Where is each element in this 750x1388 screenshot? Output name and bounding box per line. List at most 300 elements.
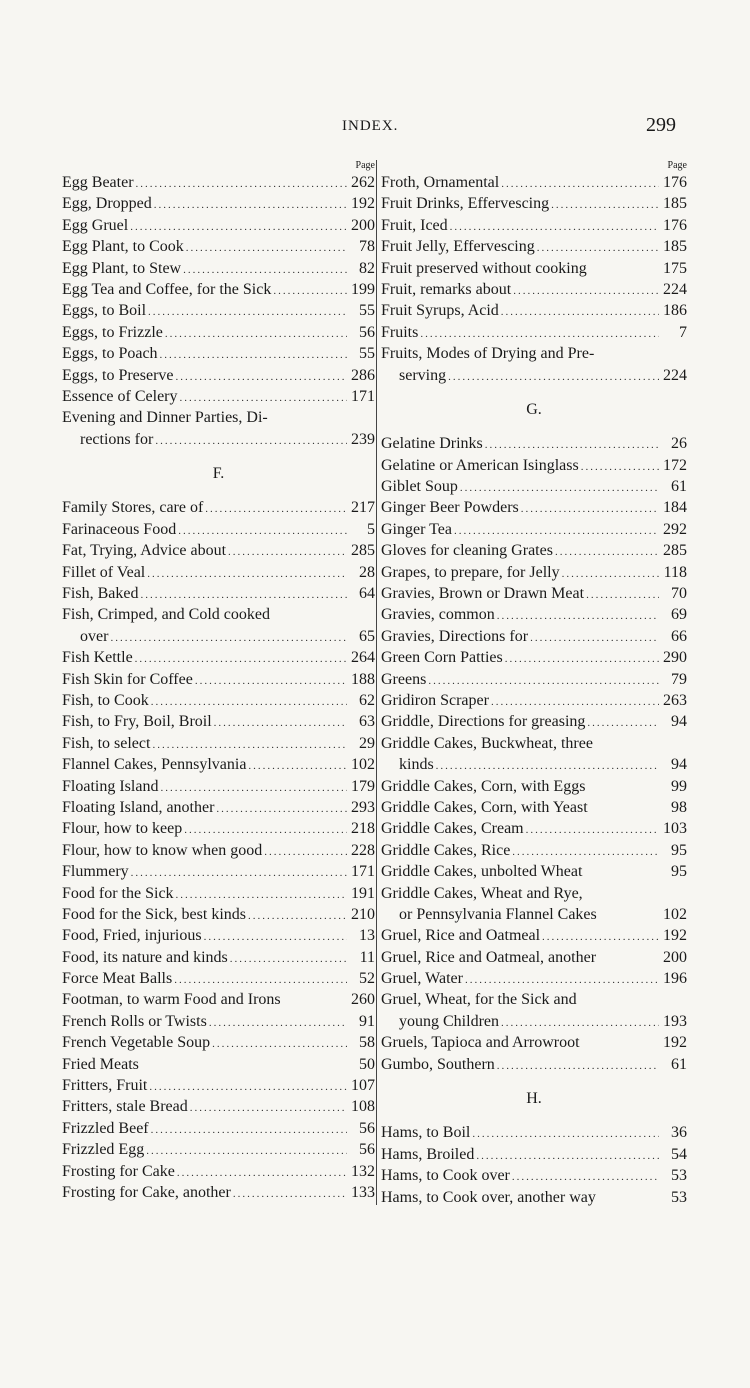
entry-page-number: 64 [359, 585, 375, 603]
entry-page-number: 188 [351, 670, 375, 688]
index-entry [62, 1011, 375, 1032]
index-entry [62, 647, 375, 668]
dot-leader [264, 842, 347, 863]
index-entry [62, 279, 375, 300]
index-entry [381, 476, 687, 497]
left-index-column [62, 160, 375, 1203]
entry-page-number: 171 [351, 387, 375, 405]
entry-text: Fruit Syrups, Acid [381, 302, 499, 320]
entry-page-number: 263 [663, 691, 687, 709]
entry-text: French Vegetable Soup [62, 1034, 211, 1052]
index-entry [62, 1182, 375, 1203]
index-entry [381, 861, 687, 882]
entry-text: Fruit, Iced [381, 216, 448, 234]
index-entry [381, 947, 687, 968]
entry-text: Food, Fried, injurious [62, 927, 202, 945]
dot-leader [513, 281, 659, 302]
entry-text: Hams, to Cook over [381, 1167, 510, 1185]
dot-leader [140, 585, 347, 606]
entry-text: rections for [80, 430, 154, 448]
index-entry [62, 883, 375, 904]
index-entry [62, 365, 375, 386]
entry-text: Fruit preserved without cooking [381, 259, 587, 277]
entry-text: Essence of Celery [62, 387, 178, 405]
entry-page-number: 217 [351, 499, 375, 517]
index-entry [62, 861, 375, 882]
index-entry [381, 647, 687, 668]
page-column-label: Page [667, 160, 687, 171]
entry-text: Food, its nature and kinds [62, 948, 228, 966]
dot-leader [149, 1077, 347, 1098]
index-entry [62, 1118, 375, 1139]
dot-leader [151, 1120, 347, 1141]
index-entry [62, 193, 375, 214]
entry-page-number: 29 [359, 734, 375, 752]
dot-leader [448, 367, 659, 388]
section-heading-g: G. [526, 400, 542, 418]
dot-leader [460, 478, 659, 499]
dot-leader [184, 820, 347, 841]
entry-page-number: 91 [359, 1012, 375, 1030]
entry-text: Fruits [381, 323, 419, 341]
entry-text: Grapes, to prepare, for Jelly [381, 563, 560, 581]
entry-page-number: 63 [359, 713, 375, 731]
entry-text: Fat, Trying, Advice about [62, 542, 227, 560]
index-entry [62, 733, 375, 754]
entry-page-number: 200 [663, 948, 687, 966]
index-entry [381, 562, 687, 583]
index-entry [381, 925, 687, 946]
index-entry [62, 711, 375, 732]
entry-text: Eggs, to Boil [62, 302, 147, 320]
entry-page-number: 26 [671, 435, 687, 453]
index-entry-continuation [62, 626, 375, 647]
index-entry [62, 754, 375, 775]
entry-page-number: 5 [367, 520, 375, 538]
index-entry [381, 540, 687, 561]
entry-page-number: 58 [359, 1034, 375, 1052]
entry-text: Gruel, Rice and Oatmeal, another [381, 948, 597, 966]
entry-text: Eggs, to Preserve [62, 366, 174, 384]
index-entry [62, 215, 375, 236]
entry-text: Gridiron Scraper [381, 691, 489, 709]
index-entry [62, 947, 375, 968]
entry-text: Fruit, remarks about [381, 280, 512, 298]
dot-leader [273, 281, 347, 302]
entry-text: Greens [381, 670, 427, 688]
dot-leader [180, 388, 347, 409]
entry-page-number: 172 [663, 456, 687, 474]
index-entry [62, 669, 375, 690]
entry-text: Eggs, to Poach [62, 345, 158, 363]
entry-page-number: 108 [351, 1098, 375, 1116]
entry-page-number: 200 [351, 216, 375, 234]
dot-leader [151, 692, 347, 713]
entry-text: Egg, Dropped [62, 195, 152, 213]
entry-text: Flour, how to keep [62, 820, 183, 838]
entry-page-number: 54 [671, 1145, 687, 1163]
entry-text: Griddle, Directions for greasing [381, 713, 586, 731]
entry-page-number: 133 [351, 1183, 375, 1201]
dot-leader [152, 735, 347, 756]
dot-leader [148, 302, 347, 323]
dot-leader [146, 1141, 347, 1162]
entry-page-number: 36 [671, 1124, 687, 1142]
entry-page-number: 99 [671, 777, 687, 795]
entry-page-number: 56 [359, 323, 375, 341]
entry-page-number: 95 [671, 841, 687, 859]
entry-text: Gruel, Water [381, 970, 463, 988]
dot-leader [136, 174, 347, 195]
entry-page-number: 171 [351, 863, 375, 881]
entry-page-number: 98 [671, 798, 687, 816]
entry-page-number: 28 [359, 563, 375, 581]
entry-page-number: 264 [351, 649, 375, 667]
entry-text: Frosting for Cake [62, 1162, 175, 1180]
entry-text: Frizzled Egg [62, 1141, 145, 1159]
entry-text: Fish, to select [62, 734, 151, 752]
dot-leader [491, 692, 659, 713]
entry-page-number: 262 [351, 174, 375, 191]
dot-leader [450, 217, 659, 238]
index-entry [62, 583, 375, 604]
index-entry [381, 583, 687, 604]
index-entry [62, 343, 375, 364]
dot-leader [497, 606, 659, 627]
index-entry [381, 193, 687, 214]
entry-text: Egg Plant, to Stew [62, 259, 182, 277]
entry-text: Ginger Beer Powders [381, 499, 519, 517]
entry-page-number: 62 [359, 691, 375, 709]
index-entry [381, 1122, 687, 1143]
dot-leader [248, 756, 347, 777]
index-entry-continuation [62, 429, 375, 450]
dot-leader [555, 542, 659, 563]
entry-text: Egg Tea and Coffee, for the Sick [62, 280, 272, 298]
dot-leader [472, 1124, 659, 1145]
index-entry-continuation [381, 365, 687, 386]
entry-text: Fruits, Modes of Drying and Pre- [381, 345, 595, 363]
index-entry [381, 626, 687, 647]
entry-text: Flour, how to know when good [62, 841, 263, 859]
index-entry [381, 669, 687, 690]
entry-page-number: 7 [679, 323, 687, 341]
dot-leader [530, 628, 659, 649]
index-entry [62, 386, 375, 407]
entry-text: Floating Island [62, 777, 159, 795]
index-entry-continuation [381, 754, 687, 775]
entry-page-number: 82 [359, 259, 375, 277]
entry-text: Fried Meats [62, 1055, 139, 1073]
entry-page-number: 285 [663, 542, 687, 560]
entry-text: Fish, Baked [62, 585, 139, 603]
dot-leader [428, 671, 659, 692]
index-entry [381, 968, 687, 989]
entry-text: Gumbo, Southern [381, 1055, 495, 1073]
entry-page-number: 107 [351, 1077, 375, 1095]
entry-page-number: 176 [663, 216, 687, 234]
entry-page-number: 61 [671, 478, 687, 496]
entry-text: Giblet Soup [381, 478, 458, 496]
entry-text: Flummery [62, 863, 129, 881]
dot-leader [465, 970, 659, 991]
entry-page-number: 11 [359, 948, 375, 966]
entry-text: Farinaceous Food [62, 520, 177, 538]
entry-text: Fish Kettle [62, 649, 133, 667]
entry-page-number: 132 [351, 1162, 375, 1180]
entry-page-number: 55 [359, 345, 375, 363]
index-entry [62, 562, 375, 583]
index-entry [62, 540, 375, 561]
entry-page-number: 56 [359, 1141, 375, 1159]
index-entry [381, 818, 687, 839]
entry-page-number: 292 [663, 520, 687, 538]
entry-text: kinds [399, 756, 434, 774]
dot-leader [526, 820, 659, 841]
entry-text: Griddle Cakes, Rice [381, 841, 511, 859]
entry-page-number: 228 [351, 841, 375, 859]
entry-text: Griddle Cakes, Corn, with Eggs [381, 777, 586, 795]
entry-text: Force Meat Balls [62, 970, 173, 988]
dot-leader [165, 324, 347, 345]
index-entry [381, 776, 687, 797]
entry-page-number: 192 [663, 1034, 687, 1052]
dot-leader [178, 521, 347, 542]
entry-page-number: 176 [663, 174, 687, 191]
dot-leader [214, 713, 347, 734]
index-entry [381, 989, 687, 1010]
entry-text: Frosting for Cake, another [62, 1183, 231, 1201]
dot-leader [160, 778, 347, 799]
entry-page-number: 61 [671, 1055, 687, 1073]
entry-page-number: 52 [359, 970, 375, 988]
dot-leader [147, 564, 347, 585]
entry-text: Food for the Sick [62, 884, 174, 902]
entry-text: Egg Plant, to Cook [62, 238, 184, 256]
page-header [0, 114, 750, 142]
dot-leader [586, 585, 659, 606]
dot-leader [485, 435, 659, 456]
entry-text: Griddle Cakes, Wheat and Rye, [381, 884, 583, 902]
entry-text: Floating Island, another [62, 798, 215, 816]
index-entry [62, 258, 375, 279]
dot-leader [212, 1034, 347, 1055]
index-entry [381, 497, 687, 518]
entry-text: Fruit Drinks, Effervescing [381, 195, 550, 213]
entry-text: Flannel Cakes, Pennsylvania [62, 756, 247, 774]
entry-text: Griddle Cakes, Corn, with Yeast [381, 798, 588, 816]
index-entry [381, 797, 687, 818]
dot-leader [183, 260, 347, 281]
index-entry [381, 519, 687, 540]
entry-text: Eggs, to Frizzle [62, 323, 163, 341]
dot-leader [233, 1184, 347, 1205]
dot-leader [155, 431, 347, 452]
dot-leader [501, 302, 659, 323]
entry-text: Egg Gruel [62, 216, 129, 234]
index-entry [381, 343, 687, 364]
entry-page-number: 192 [351, 195, 375, 213]
index-entry [62, 904, 375, 925]
index-entry [381, 690, 687, 711]
dot-leader [216, 799, 347, 820]
dot-leader [562, 564, 659, 585]
dot-leader [476, 1146, 659, 1167]
entry-text: Hams, to Boil [381, 1124, 471, 1142]
index-entry [381, 883, 687, 904]
index-entry [62, 690, 375, 711]
entry-page-number: 224 [663, 280, 687, 298]
entry-text: Fish, to Fry, Boil, Broil [62, 713, 212, 731]
entry-text: Evening and Dinner Parties, Di- [62, 409, 268, 427]
index-entry [381, 236, 687, 257]
entry-page-number: 79 [671, 670, 687, 688]
index-entry [62, 797, 375, 818]
entry-text: Egg Beater [62, 174, 134, 191]
entry-text: Griddle Cakes, Cream [381, 820, 524, 838]
entry-text: over [80, 627, 109, 645]
entry-page-number: 118 [663, 563, 687, 581]
dot-leader [587, 713, 659, 734]
entry-page-number: 224 [663, 366, 687, 384]
entry-page-number: 192 [663, 927, 687, 945]
index-entry [62, 989, 375, 1010]
right-index-column [381, 160, 687, 1208]
entry-page-number: 196 [663, 970, 687, 988]
page-number: 299 [646, 114, 676, 136]
entry-text: serving [399, 366, 447, 384]
entry-text: Fish Skin for Coffee [62, 670, 193, 688]
entry-page-number: 53 [671, 1188, 687, 1206]
index-entry [62, 322, 375, 343]
index-entry [62, 1032, 375, 1053]
dot-leader [177, 1163, 347, 1184]
dot-leader [205, 499, 347, 520]
index-entry [62, 172, 375, 193]
dot-leader [542, 927, 659, 948]
index-entry [62, 300, 375, 321]
entry-text: Green Corn Patties [381, 649, 503, 667]
entry-page-number: 56 [359, 1119, 375, 1137]
entry-text: Gloves for cleaning Grates [381, 542, 553, 560]
entry-page-number: 185 [663, 238, 687, 256]
entry-text: Gelatine or American Isinglass [381, 456, 579, 474]
index-entry [381, 1187, 687, 1208]
index-entry [381, 455, 687, 476]
entry-page-number: 55 [359, 302, 375, 320]
entry-text: Gruels, Tapioca and Arrowroot [381, 1034, 580, 1052]
index-entry [381, 215, 687, 236]
dot-leader [209, 1013, 347, 1034]
index-entry-continuation [381, 1011, 687, 1032]
index-entry [381, 1144, 687, 1165]
entry-page-number: 53 [671, 1167, 687, 1185]
entry-page-number: 193 [663, 1012, 687, 1030]
entry-page-number: 102 [351, 756, 375, 774]
dot-leader [131, 863, 347, 884]
entry-text: Fish, Crimped, and Cold cooked [62, 606, 270, 624]
page-column-label: Page [355, 160, 375, 171]
entry-text: Gelatine Drinks [381, 435, 483, 453]
index-entry [381, 1054, 687, 1075]
entry-page-number: 218 [351, 820, 375, 838]
section-heading-h: H. [526, 1090, 542, 1108]
entry-text: French Rolls or Twists [62, 1012, 207, 1030]
entry-text: Fillet of Veal [62, 563, 146, 581]
index-entry [381, 322, 687, 343]
index-entry [62, 1096, 375, 1117]
index-entry [62, 497, 375, 518]
index-entry [62, 840, 375, 861]
index-entry [381, 279, 687, 300]
index-entry [62, 519, 375, 540]
entry-page-number: 50 [359, 1055, 375, 1073]
dot-leader [154, 195, 347, 216]
dot-leader [501, 174, 659, 195]
entry-page-number: 70 [671, 585, 687, 603]
entry-page-number: 286 [351, 366, 375, 384]
entry-text: Ginger Tea [381, 520, 452, 538]
entry-page-number: 185 [663, 195, 687, 213]
entry-page-number: 95 [671, 863, 687, 881]
entry-text: Griddle Cakes, Buckwheat, three [381, 734, 593, 752]
dot-leader [195, 671, 347, 692]
index-entry [381, 1165, 687, 1186]
entry-text: Gravies, common [381, 606, 495, 624]
dot-leader [110, 628, 347, 649]
dot-leader [186, 238, 347, 259]
entry-text: Frizzled Beef [62, 1119, 149, 1137]
dot-leader [228, 542, 347, 563]
entry-page-number: 191 [351, 884, 375, 902]
index-entry [62, 776, 375, 797]
index-entry [62, 1161, 375, 1182]
dot-leader [501, 1013, 659, 1034]
dot-leader [420, 324, 659, 345]
dot-leader [176, 885, 347, 906]
dot-leader [521, 499, 659, 520]
entry-text: or Pennsylvania Flannel Cakes [399, 905, 597, 923]
index-entry-continuation [381, 904, 687, 925]
index-entry [381, 733, 687, 754]
index-entry [62, 818, 375, 839]
dot-leader [537, 238, 659, 259]
column-divider [376, 160, 377, 1205]
dot-leader [190, 1098, 347, 1119]
entry-page-number: 199 [351, 280, 375, 298]
entry-page-number: 179 [351, 777, 375, 795]
index-entry [381, 840, 687, 861]
entry-text: Fruit Jelly, Effervescing [381, 238, 535, 256]
entry-text: Hams, Broiled [381, 1145, 475, 1163]
entry-text: Gravies, Brown or Drawn Meat [381, 585, 585, 603]
entry-text: Gravies, Directions for [381, 627, 529, 645]
entry-page-number: 260 [351, 991, 375, 1009]
index-entry [381, 300, 687, 321]
index-entry [381, 604, 687, 625]
entry-page-number: 102 [663, 905, 687, 923]
index-entry [62, 1075, 375, 1096]
entry-text: Fish, to Cook [62, 691, 149, 709]
entry-text: Griddle Cakes, unbolted Wheat [381, 863, 583, 881]
dot-leader [160, 345, 347, 366]
entry-text: Fritters, Fruit [62, 1077, 148, 1095]
entry-text: Froth, Ornamental [381, 174, 500, 191]
entry-page-number: 239 [351, 430, 375, 448]
dot-leader [581, 457, 659, 478]
index-entry [62, 925, 375, 946]
dot-leader [176, 367, 347, 388]
